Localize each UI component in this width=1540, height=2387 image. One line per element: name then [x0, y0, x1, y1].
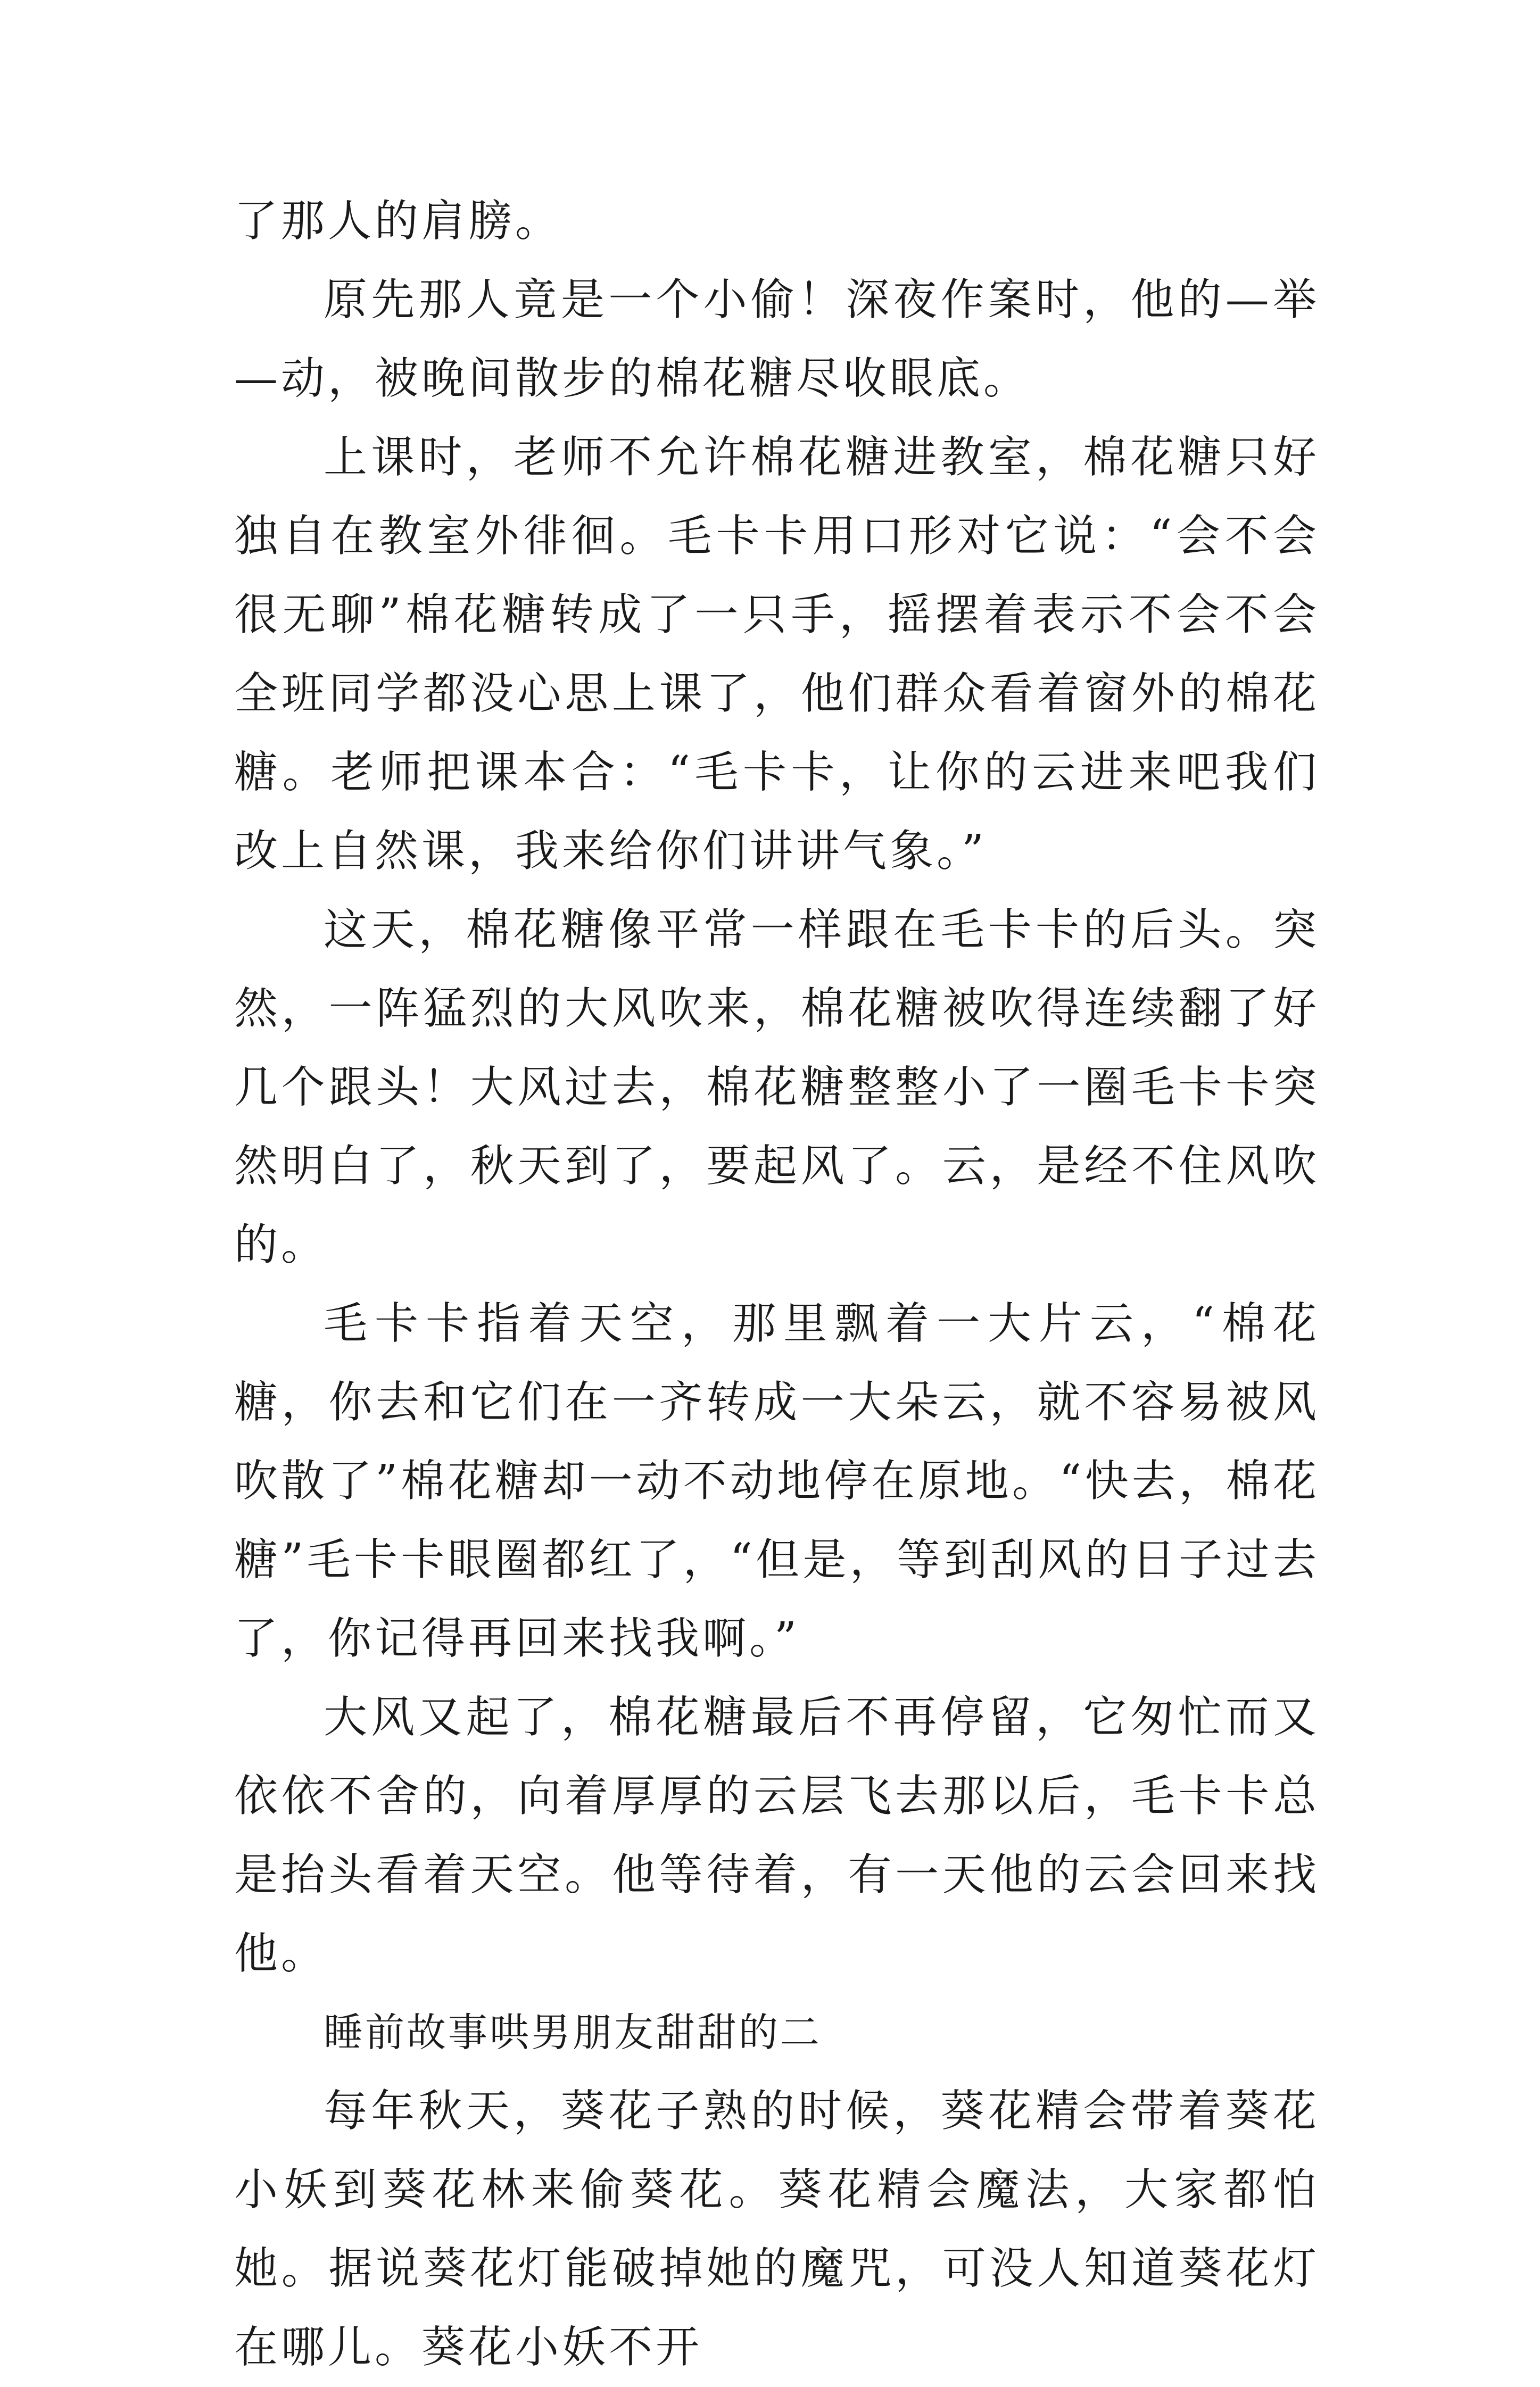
paragraph-1: 了那人的肩膀。 [234, 196, 562, 246]
paragraph-2: 原先那人竟是一个小偷！深夜作案时，他的—举—动，被晚间散步的棉花糖尽收眼底。 [234, 275, 1320, 404]
paragraph-5: 毛卡卡指着天空，那里飘着一大片云，“棉花糖，你去和它们在一齐转成一大朵云，就不容易被风吹散了”棉花糖却一动不动地停在原地。“快去，棉花糖”毛卡卡眼圈都红了，“但是，等到刮风的日子过去了，你记得再回来找我啊。” [234, 1298, 1320, 1664]
document-body [234, 182, 1320, 2387]
paragraph-7: 每年秋天，葵花子熟的时候，葵花精会带着葵花小妖到葵花林来偷葵花。葵花精会魔法，大家都怕她。据说葵花灯能破掉她的魔咒，可没人知道葵花灯在哪儿。葵花小妖不开 [234, 2086, 1320, 2373]
paragraph-3: 上课时，老师不允许棉花糖进教室，棉花糖只好独自在教室外徘徊。毛卡卡用口形对它说：“会不会很无聊”棉花糖转成了一只手，摇摆着表示不会不会全班同学都没心思上课了，他们群众看着窗外的棉花糖。老师把课本合：“毛卡卡，让你的云进来吧我们改上自然课，我来给你们讲讲气象。” [234, 432, 1320, 876]
section-heading: 睡前故事哄男朋友甜甜的二 [324, 2010, 822, 2056]
paragraph-4: 这天，棉花糖像平常一样跟在毛卡卡的后头。突然，一阵猛烈的大风吹来，棉花糖被吹得连续翻了好几个跟头！大风过去，棉花糖整整小了一圈毛卡卡突然明白了，秋天到了，要起风了。云，是经不住风吹的。 [234, 905, 1320, 1270]
paragraph-6: 大风又起了，棉花糖最后不再停留，它匆忙而又依依不舍的，向着厚厚的云层飞去那以后，毛卡卡总是抬头看着天空。他等待着，有一天他的云会回来找他。 [234, 1692, 1320, 1979]
